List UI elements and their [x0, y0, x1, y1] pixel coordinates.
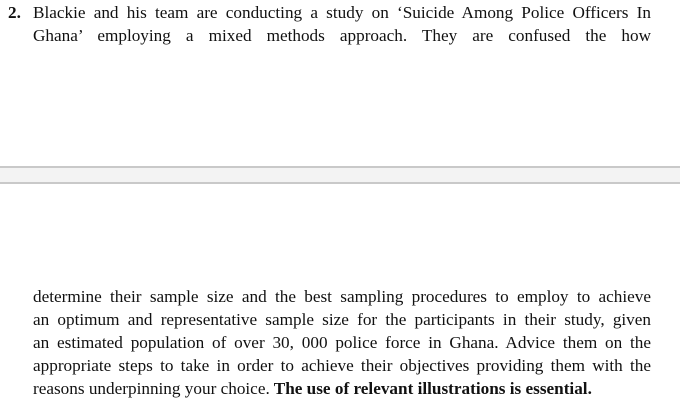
page-break-divider — [0, 166, 680, 184]
emphasis-text: The use of relevant illustrations is essential. — [269, 379, 592, 398]
question-line-7 — [33, 377, 651, 400]
question-line-7-regular: reasons underpinning your choice. — [33, 379, 270, 398]
question-line-3: determine their sample size and the best sampling procedures to employ to achieve — [33, 287, 651, 306]
question-text-top — [33, 1, 651, 47]
question-line-6: appropriate steps to take in order to achieve their objectives providing them with the — [33, 356, 651, 375]
question-line-4: an optimum and representative sample size for the participants in their study, given — [33, 310, 651, 329]
question-line-2: Ghana’ employing a mixed methods approach. They are confused the how — [33, 26, 651, 45]
question-line-5: an estimated population of over 30, 000 police force in Ghana. Advice them on the — [33, 333, 651, 352]
question-number: 2. — [8, 3, 21, 22]
question-text-continued — [33, 285, 651, 400]
question-line-1: Blackie and his team are conducting a study on ‘Suicide Among Police Officers In — [33, 3, 651, 22]
